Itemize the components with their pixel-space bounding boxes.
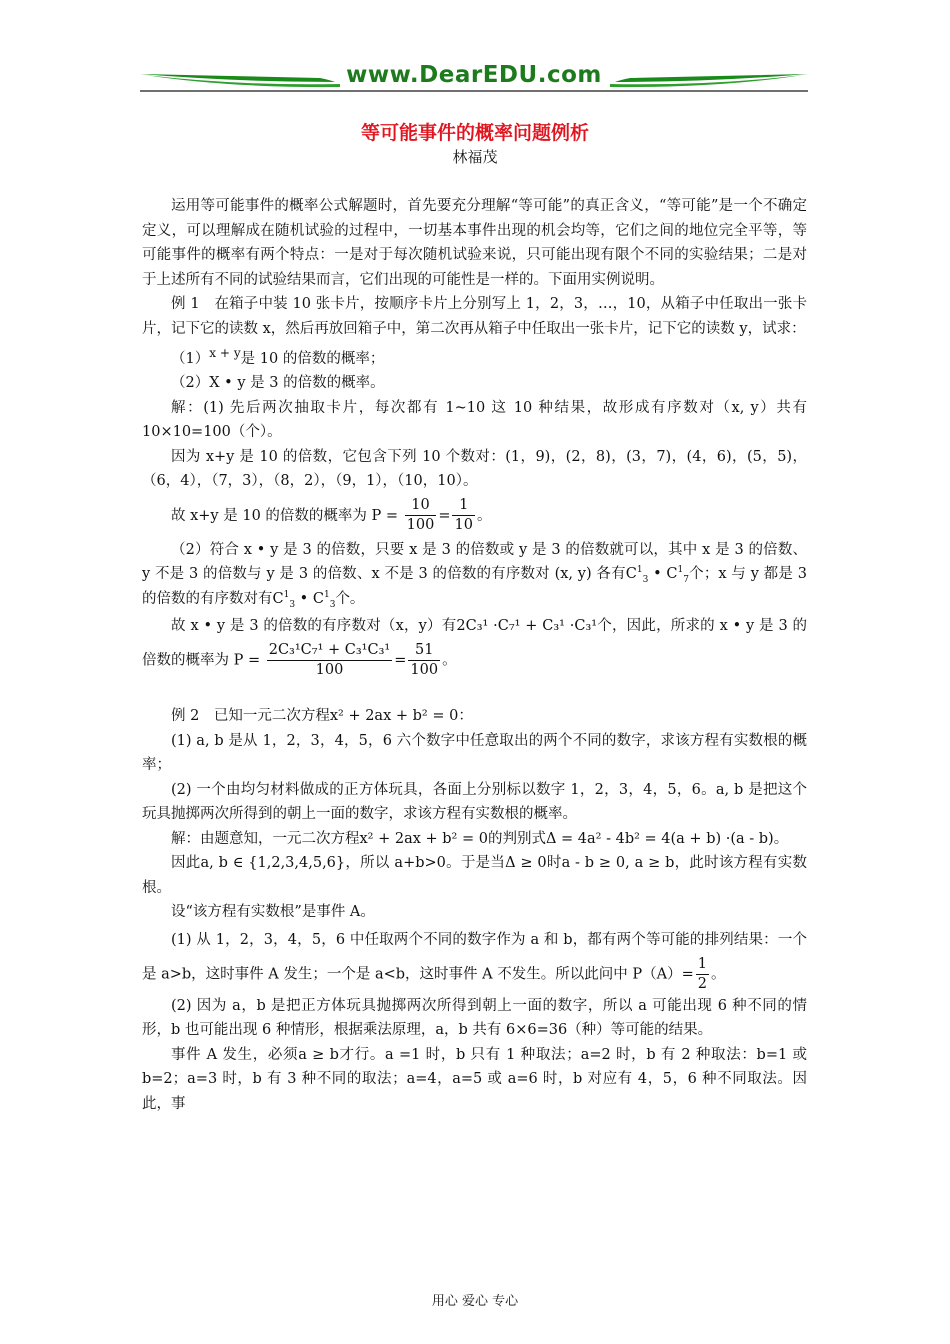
site-banner [140, 60, 808, 94]
example1-statement: 例 1 在箱子中装 10 张卡片，按顺序卡片上分别写上 1，2，3，…，10，从箱子中任取出一张卡片，记下它的读数 x，然后再放回箱子中，第二次再从箱子中任取出一张卡片，记下它的读数 y，试求： [142, 296, 807, 337]
article-body [142, 194, 807, 1116]
section-spacer [142, 680, 807, 704]
solution1-part2: （2）符合 x • y 是 3 的倍数，只要 x 是 3 的倍数或 y 是 3 的倍数就可以，其中 x 是 3 的倍数、y 不是 3 的倍数与 y 是 3 的倍数、x 不是 3 的倍数的有序数对 (x, y) 各有$C^1_3$ • $C^1_7$个；x 与 y 都是 3 的倍数的有序数对有$C^1_3$ • $C^1_3$个。 [142, 541, 807, 610]
example2-question2: (2) 一个由均匀材料做成的正方体玩具，各面上分别标以数字 1，2，3，4，5，6。a, b 是把这个玩具抛掷两次所得到的朝上一面的数字，求该方程有实数根的概率。 [142, 781, 807, 823]
example1-question1 [142, 341, 807, 371]
condition-expression: Δ ≥ 0时a - b ≥ 0, a ≥ b [505, 855, 675, 872]
intro-paragraph: 运用等可能事件的概率公式解题时，首先要充分理解“等可能”的真正含义，“等可能”是一个不确定定义，可以理解成在随机试验的过程中，一切基本事件出现的机会均等，它们之间的地位完全平等，等可能事件的概率有两个特点：一是对于每次随机试验来说，只可能出现有限个不同的实验结果；二是对于上述所有不同的试验结果而言，它们出现的可能性是一样的。下面用实例说明。 [142, 198, 807, 288]
solution2-part2: (2) 因为 a，b 是把正方体玩具抛掷两次所得到朝上一面的数字，所以 a 可能出现 6 种不同的情形，b 也可能出现 6 种情形，根据乘法原理，a，b 共有 6×6=36（种）等可能的结果。 [142, 997, 807, 1039]
fraction-51-over-100: $\frac{51}{100}$ [410, 642, 439, 679]
fraction-10-over-100: $\frac{10}{100}$ [406, 497, 435, 534]
q1-number: （1） [171, 350, 210, 367]
combination-c3-b: $C^1_3$ [312, 590, 336, 610]
solution2-part1: (1) 从 1，2，3，4，5，6 中任取两个不同的数字作为 a 和 b，都有两个等可能的排列结果：一个是 a>b，这时事件 A 发生；一个是 a<b，这时事件 A 不发生。所以此问中 P（A）= $\frac{1}{2}$ 。 [142, 931, 807, 992]
fraction-combination-over-100: $\frac{\text{2C₃¹C₇¹ + C₃¹C₃¹}}{100}$ [268, 642, 391, 679]
combination-c3: $C^1_3$ [625, 565, 649, 586]
solution2-part2-continued: 事件 A 发生，必须a ≥ b才行。a =1 时，b 只有 1 种取法；a=2 时，b 有 2 种取法：b=1 或 b=2；a=3 时，b 有 3 种不同的取法；a=4，a=5 或 a=6 时，b 对应有 4，5，6 种不同取法。因此，事 [142, 1046, 807, 1112]
solution2-discriminant: 解：由题意知，一元二次方程x² + 2ax + b² = 0的判别式Δ = 4a² - 4b² = 4(a + b) ·(a - b)。 [171, 830, 789, 847]
set-expression: a, b ∈ {1,2,3,4,5,6} [200, 855, 346, 872]
solution1-pairs: 因为 x+y 是 10 的倍数，它包含下列 10 个数对：(1，9)，(2，8)，(3，7)，(4，6)，(5，5)，（6，4），（7，3），（8，2），（9，1），（10，10）。 [142, 448, 807, 490]
quadratic-equation: x² + 2ax + b² = 0 [329, 708, 459, 725]
fraction-1-over-10: $\frac{1}{10}$ [454, 497, 473, 534]
combination-c7: $C^1_7$ [666, 565, 689, 586]
solution2-event-definition: 设“该方程有实数根”是事件 A。 [171, 904, 375, 921]
q1-expression: x + y [209, 346, 241, 360]
solution1-part2-probability: 故 x • y 是 3 的倍数的有序数对（x，y）有2C₃¹ ·C₇¹ + C₃¹ ·C₃¹个，因此，所求的 x • y 是 3 的倍数的概率为 P = $\frac{\text{2C₃¹C₇¹ + C₃¹C₃¹}}{100}$ = $\frac{51}{100}$ 。 [142, 618, 807, 679]
solution1-part1: 解：(1) 先后两次抽取卡片，每次都有 1~10 这 10 种结果，故形成有序数对（x, y）共有 10×10=100（个）。 [142, 399, 807, 441]
site-logo-text: www.DearEDU.com [346, 62, 602, 88]
article-author: 林福茂 [452, 148, 498, 166]
example2-statement: 例 2 已知一元二次方程x² + 2ax + b² = 0： [171, 708, 473, 725]
example1-question2: （2）X • y 是 3 的倍数的概率。 [171, 375, 385, 392]
example2-question1: (1) a, b 是从 1，2，3，4，5，6 六个数字中任意取出的两个不同的数字，求该方程有实数根的概率； [142, 732, 807, 774]
article-title: 等可能事件的概率问题例析 [360, 122, 589, 144]
discriminant-expression: Δ = 4a² - 4b² = 4(a + b) ·(a - b) [545, 830, 774, 847]
a-ge-b-expression: a ≥ b [298, 1046, 339, 1063]
page-footer: 用心 爱心 专心 [431, 1294, 519, 1309]
combination-c3-a: $C^1_3$ [272, 590, 296, 610]
q1-text: 是 10 的倍数的概率； [240, 350, 385, 367]
pair-count-expression: 2C₃¹ ·C₇¹ + C₃¹ ·C₃¹ [456, 618, 598, 635]
solution1-probability: 故 x+y 是 10 的倍数的概率为 P = $\frac{10}{100}$ = $\frac{1}{10}$ 。 [171, 497, 492, 534]
solution2-condition: 因此a, b ∈ {1,2,3,4,5,6}，所以 a+b>0。于是当Δ ≥ 0时a - b ≥ 0, a ≥ b，此时该方程有实数根。 [142, 855, 807, 896]
fraction-1-over-2: $\frac{1}{2}$ [697, 955, 707, 992]
